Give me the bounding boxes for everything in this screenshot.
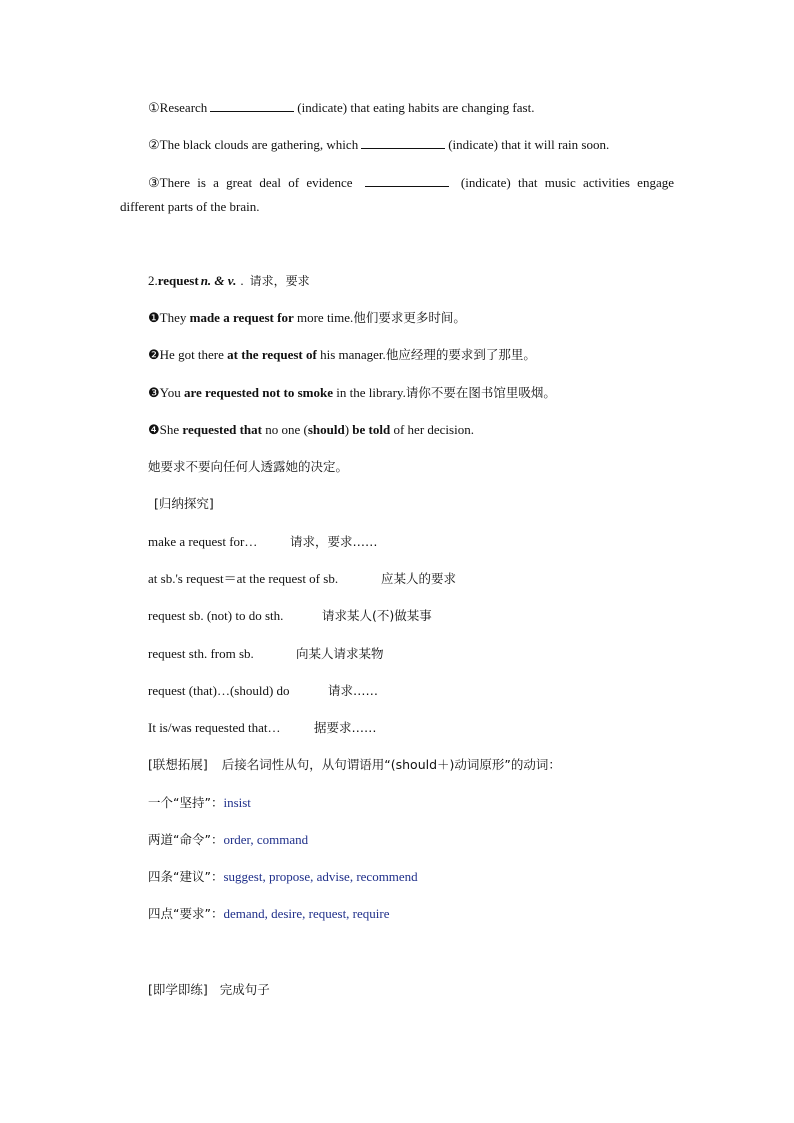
extension-label: 四点“要求”：	[148, 906, 224, 921]
summary-item	[148, 533, 257, 551]
fill-blank[interactable]	[365, 174, 449, 187]
entry-meaning: 请求，要求	[249, 274, 310, 288]
example-text: of her decision.	[390, 422, 474, 437]
example-bold-phrase: are requested not to smoke	[184, 385, 334, 400]
example-4-translation: 她要求不要向任何人透露她的决定。	[148, 459, 349, 474]
practice-heading-line	[148, 981, 270, 999]
practice-text: 完成句子	[219, 982, 270, 997]
example-text: They	[159, 310, 190, 325]
summary-phrase: request sth. from sb.	[148, 646, 254, 661]
summary-item	[148, 645, 254, 663]
extension-words: demand, desire, request, require	[223, 906, 390, 921]
extension-item	[148, 868, 418, 886]
summary-phrase: request (that)…(should) do	[148, 683, 290, 698]
sentence-text: ③There is a great deal of evidence	[148, 175, 353, 190]
example-text: in the library.	[333, 385, 406, 400]
summary-phrase: It is/was requested that…	[148, 720, 281, 735]
summary-phrase: at sb.'s request＝at the request of sb.	[148, 571, 339, 586]
entry-number: 2.	[148, 273, 158, 288]
summary-heading: [归纳探究]	[154, 496, 214, 511]
summary-item	[148, 607, 283, 625]
example-translation: 他应经理的要求到了那里。	[385, 347, 536, 362]
example-translation: 他们要求更多时间。	[353, 310, 466, 325]
summary-item	[148, 570, 338, 588]
exercise-sentence-1	[148, 99, 534, 117]
exercise-sentence-2	[148, 136, 609, 154]
summary-item	[148, 719, 281, 737]
extension-label: 两道“命令”：	[148, 832, 224, 847]
number-marker: ❷	[148, 347, 160, 362]
summary-meaning: 请求……	[328, 683, 379, 698]
sentence-text: (indicate) that eating habits are changing fast.	[297, 100, 535, 115]
entry-word: request	[157, 273, 199, 288]
exercise-sentence-3	[148, 174, 674, 192]
sentence-text: ①Research	[148, 100, 208, 115]
example-bold-phrase: should	[307, 422, 345, 437]
example-text: )	[344, 422, 353, 437]
extension-intro	[148, 756, 561, 774]
example-text: his manager.	[316, 347, 386, 362]
extension-heading: [联想拓展]	[148, 757, 208, 772]
example-translation: 请你不要在图书馆里吸烟。	[405, 385, 556, 400]
sentence-text: (indicate) that music activities engage	[460, 175, 674, 190]
summary-meaning: 请求某人(不)做某事	[322, 608, 432, 623]
example-text: more time.	[293, 310, 354, 325]
extension-label: 四条“建议”：	[148, 869, 224, 884]
example-text: no one (	[261, 422, 308, 437]
extension-item	[148, 905, 390, 923]
example-4	[148, 421, 474, 439]
summary-phrase: make a request for…	[148, 534, 258, 549]
example-text: You	[159, 385, 184, 400]
number-marker: ❹	[148, 422, 160, 437]
summary-meaning: 应某人的要求	[381, 571, 457, 586]
sentence-text: (indicate) that it will rain soon.	[448, 137, 610, 152]
example-text: He got there	[159, 347, 228, 362]
example-bold-phrase: requested that	[182, 422, 262, 437]
summary-phrase: request sb. (not) to do sth.	[148, 608, 284, 623]
summary-meaning: 请求，要求……	[290, 534, 378, 549]
example-1	[148, 309, 466, 327]
example-bold-phrase: made a request for	[189, 310, 294, 325]
entry-pos: n. & v.	[200, 273, 237, 288]
extension-words: insist	[223, 795, 251, 810]
fill-blank[interactable]	[361, 136, 445, 149]
example-bold-phrase: at the request of	[227, 347, 317, 362]
practice-heading: [即学即练]	[148, 982, 208, 997]
number-marker: ❸	[148, 385, 160, 400]
summary-meaning: 向某人请求某物	[296, 646, 384, 661]
entry-heading: 2.request n. & v. . 请求，要求	[148, 273, 310, 288]
summary-meaning: 据要求……	[314, 720, 377, 735]
extension-words: suggest, propose, advise, recommend	[223, 869, 418, 884]
example-2	[148, 346, 536, 364]
sentence-text: ②The black clouds are gathering, which	[148, 137, 359, 152]
exercise-sentence-3-continued: different parts of the brain.	[120, 199, 260, 214]
extension-item	[148, 794, 251, 812]
example-text: She	[159, 422, 183, 437]
number-marker: ❶	[148, 310, 160, 325]
summary-item	[148, 682, 290, 700]
extension-item	[148, 831, 308, 849]
example-bold-phrase: be told	[352, 422, 391, 437]
extension-words: order, command	[223, 832, 309, 847]
extension-label: 一个“坚持”：	[148, 795, 224, 810]
fill-blank[interactable]	[210, 99, 294, 112]
example-3	[148, 384, 556, 402]
extension-text: 后接名词性从句，从句谓语用“(should＋)动词原形”的动词：	[221, 757, 561, 772]
